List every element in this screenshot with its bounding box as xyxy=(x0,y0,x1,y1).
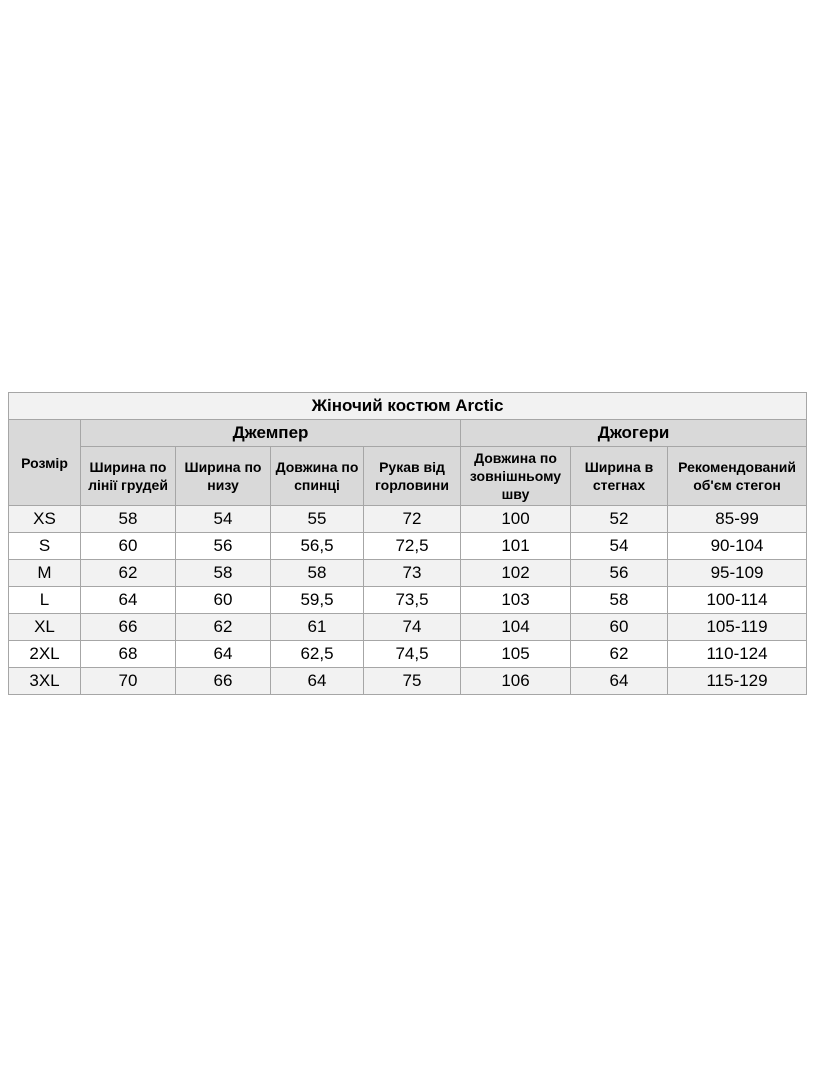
value-cell: 61 xyxy=(271,614,364,641)
value-cell: 95-109 xyxy=(668,560,807,587)
value-cell: 56,5 xyxy=(271,533,364,560)
value-cell: 58 xyxy=(176,560,271,587)
table-row xyxy=(9,587,807,614)
column-header-back-length: Довжина по спинці xyxy=(271,447,364,506)
value-cell: 75 xyxy=(364,668,461,695)
value-cell: 73,5 xyxy=(364,587,461,614)
value-cell: 102 xyxy=(461,560,571,587)
value-cell: 60 xyxy=(176,587,271,614)
value-cell: 59,5 xyxy=(271,587,364,614)
size-cell: 2XL xyxy=(9,641,81,668)
column-header-chest-width: Ширина по лінії грудей xyxy=(81,447,176,506)
value-cell: 62 xyxy=(571,641,668,668)
value-cell: 85-99 xyxy=(668,506,807,533)
value-cell: 103 xyxy=(461,587,571,614)
size-cell: M xyxy=(9,560,81,587)
column-header-bottom-width: Ширина по низу xyxy=(176,447,271,506)
value-cell: 106 xyxy=(461,668,571,695)
value-cell: 62 xyxy=(81,560,176,587)
value-cell: 101 xyxy=(461,533,571,560)
column-header-hip-width: Ширина в стегнах xyxy=(571,447,668,506)
value-cell: 64 xyxy=(271,668,364,695)
value-cell: 64 xyxy=(571,668,668,695)
table-row xyxy=(9,614,807,641)
size-cell: XS xyxy=(9,506,81,533)
value-cell: 100 xyxy=(461,506,571,533)
value-cell: 56 xyxy=(571,560,668,587)
table-row xyxy=(9,668,807,695)
size-cell: 3XL xyxy=(9,668,81,695)
value-cell: 58 xyxy=(571,587,668,614)
value-cell: 56 xyxy=(176,533,271,560)
joggers-group-header: Джогери xyxy=(461,420,807,447)
value-cell: 58 xyxy=(271,560,364,587)
value-cell: 74,5 xyxy=(364,641,461,668)
jumper-group-header: Джемпер xyxy=(81,420,461,447)
value-cell: 100-114 xyxy=(668,587,807,614)
table-row xyxy=(9,506,807,533)
column-header-recommended-hips: Рекомендований об'єм стегон xyxy=(668,447,807,506)
value-cell: 72 xyxy=(364,506,461,533)
value-cell: 60 xyxy=(571,614,668,641)
value-cell: 74 xyxy=(364,614,461,641)
size-cell: S xyxy=(9,533,81,560)
value-cell: 54 xyxy=(176,506,271,533)
value-cell: 68 xyxy=(81,641,176,668)
value-cell: 115-129 xyxy=(668,668,807,695)
value-cell: 90-104 xyxy=(668,533,807,560)
size-column-header: Розмір xyxy=(9,420,81,506)
column-header-row xyxy=(9,447,807,506)
value-cell: 55 xyxy=(271,506,364,533)
column-header-sleeve-length: Рукав від горловини xyxy=(364,447,461,506)
value-cell: 66 xyxy=(176,668,271,695)
table-title: Жіночий костюм Arctic xyxy=(9,393,807,420)
size-cell: L xyxy=(9,587,81,614)
value-cell: 72,5 xyxy=(364,533,461,560)
group-header-row xyxy=(9,420,807,447)
value-cell: 58 xyxy=(81,506,176,533)
table-row xyxy=(9,560,807,587)
value-cell: 105 xyxy=(461,641,571,668)
size-cell: XL xyxy=(9,614,81,641)
table-row xyxy=(9,641,807,668)
column-header-outseam-length: Довжина по зовнішньому шву xyxy=(461,447,571,506)
value-cell: 52 xyxy=(571,506,668,533)
size-chart-table xyxy=(8,392,807,695)
value-cell: 64 xyxy=(176,641,271,668)
title-row xyxy=(9,393,807,420)
value-cell: 62,5 xyxy=(271,641,364,668)
value-cell: 54 xyxy=(571,533,668,560)
table-row xyxy=(9,533,807,560)
value-cell: 62 xyxy=(176,614,271,641)
value-cell: 110-124 xyxy=(668,641,807,668)
value-cell: 73 xyxy=(364,560,461,587)
value-cell: 105-119 xyxy=(668,614,807,641)
value-cell: 66 xyxy=(81,614,176,641)
value-cell: 64 xyxy=(81,587,176,614)
value-cell: 70 xyxy=(81,668,176,695)
value-cell: 104 xyxy=(461,614,571,641)
value-cell: 60 xyxy=(81,533,176,560)
